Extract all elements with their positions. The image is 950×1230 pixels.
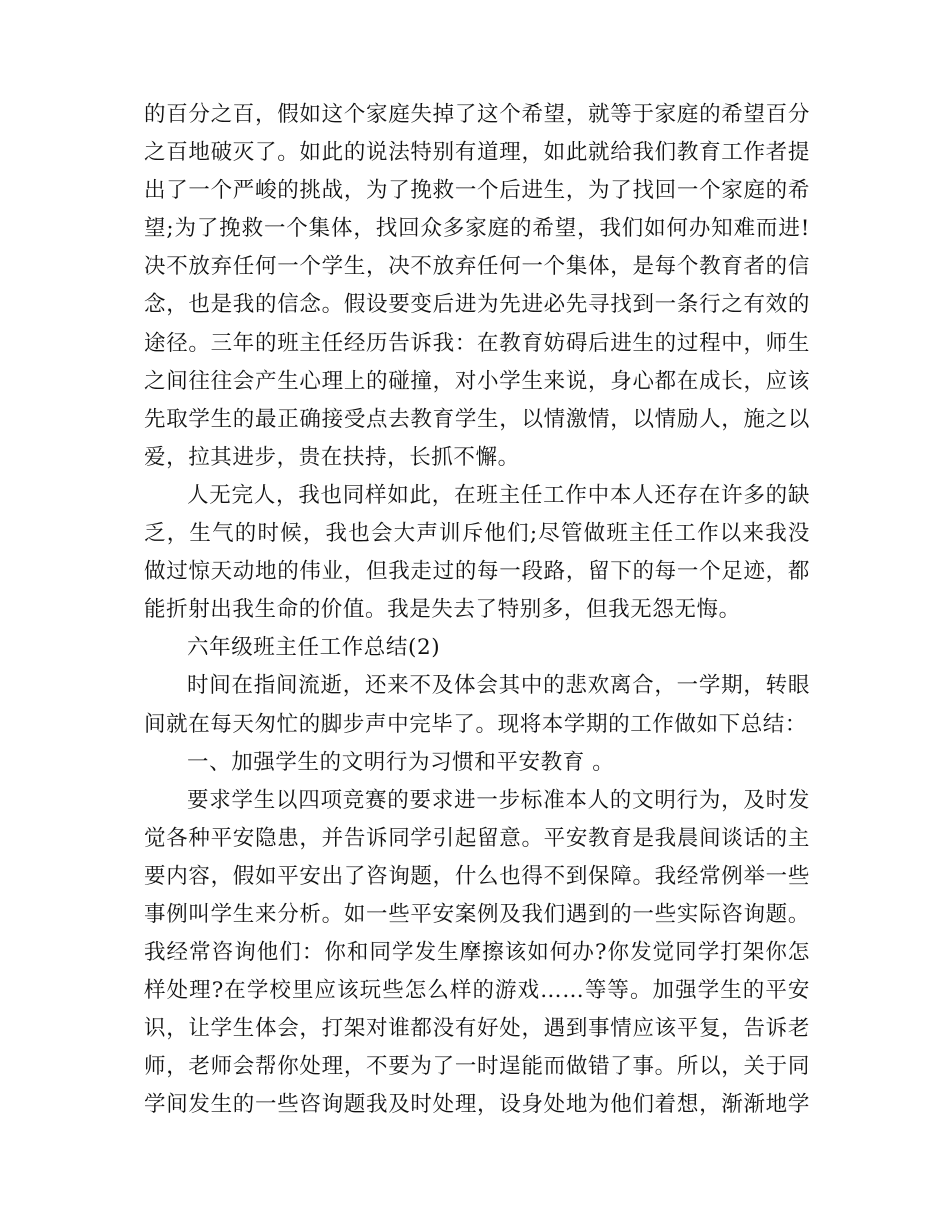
- text-line: 学间发生的一些咨询题我及时处理，设身处地为他们着想，渐渐地学: [144, 1092, 810, 1118]
- text-line: 决不放弃任何一个学生，决不放弃任何一个集体，是每个教育者的信: [144, 254, 810, 280]
- text-line: 一、加强学生的文明行为习惯和平安教育 。: [187, 749, 615, 775]
- text-line: 乏，生气的时候，我也会大声训斥他们;尽管做班主任工作以来我没: [144, 521, 810, 547]
- text-line: 途径。三年的班主任经历告诉我：在教育妨碍后进生的过程中，师生: [144, 330, 810, 356]
- text-line: 样处理?在学校里应该玩些怎么样的游戏……等等。加强学生的平安: [144, 978, 810, 1004]
- text-line: 之百地破灭了。如此的说法特别有道理，如此就给我们教育工作者提: [144, 140, 810, 166]
- text-line: 人无完人，我也同样如此，在班主任工作中本人还存在许多的缺: [187, 482, 810, 508]
- text-line: 师，老师会帮你处理，不要为了一时逞能而做错了事。所以，关于同: [144, 1054, 810, 1080]
- text-line: 的百分之百，假如这个家庭失掉了这个希望，就等于家庭的希望百分: [144, 102, 810, 127]
- text-line: 间就在每天匆忙的脚步声中完毕了。现将本学期的工作做如下总结：: [144, 711, 808, 737]
- text-line: 做过惊天动地的伟业，但我走过的每一段路，留下的每一个足迹，都: [144, 559, 810, 585]
- document-body: [144, 96, 810, 1125]
- text-line: 觉各种平安隐患，并告诉同学引起留意。平安教育是我晨间谈话的主: [144, 825, 810, 851]
- text-line: 出了一个严峻的挑战，为了挽救一个后进生，为了找回一个家庭的希: [144, 178, 810, 204]
- text-line: 念，也是我的信念。假设要变后进为先进必先寻找到一条行之有效的: [144, 292, 810, 318]
- text-line: 爱，拉其进步，贵在扶持，长抓不懈。: [144, 444, 520, 470]
- text-line: 事例叫学生来分析。如一些平安案例及我们遇到的一些实际咨询题。: [144, 901, 810, 927]
- text-line: 识，让学生体会，打架对谁都没有好处，遇到事情应该平复，告诉老: [144, 1016, 810, 1042]
- text-line: 先取学生的最正确接受点去教育学生，以情激情，以情励人，施之以: [144, 406, 810, 432]
- text-line: 时间在指间流逝，还来不及体会其中的悲欢离合，一学期，转眼: [187, 673, 810, 699]
- text-line: 要求学生以四项竞赛的要求进一步标准本人的文明行为，及时发: [187, 787, 810, 813]
- text-line: 能折射出我生命的价值。我是失去了特别多，但我无怨无悔。: [144, 597, 741, 623]
- text-line: 六年级班主任工作总结(2): [187, 635, 441, 661]
- text-line: 要内容，假如平安出了咨询题，什么也得不到保障。我经常例举一些: [144, 863, 810, 889]
- text-line: 之间往往会产生心理上的碰撞，对小学生来说，身心都在成长，应该: [144, 368, 810, 394]
- text-line: 我经常咨询他们：你和同学发生摩擦该如何办?你发觉同学打架你怎: [144, 940, 810, 966]
- text-line: 望;为了挽救一个集体，找回众多家庭的希望，我们如何办知难而进!: [144, 216, 810, 242]
